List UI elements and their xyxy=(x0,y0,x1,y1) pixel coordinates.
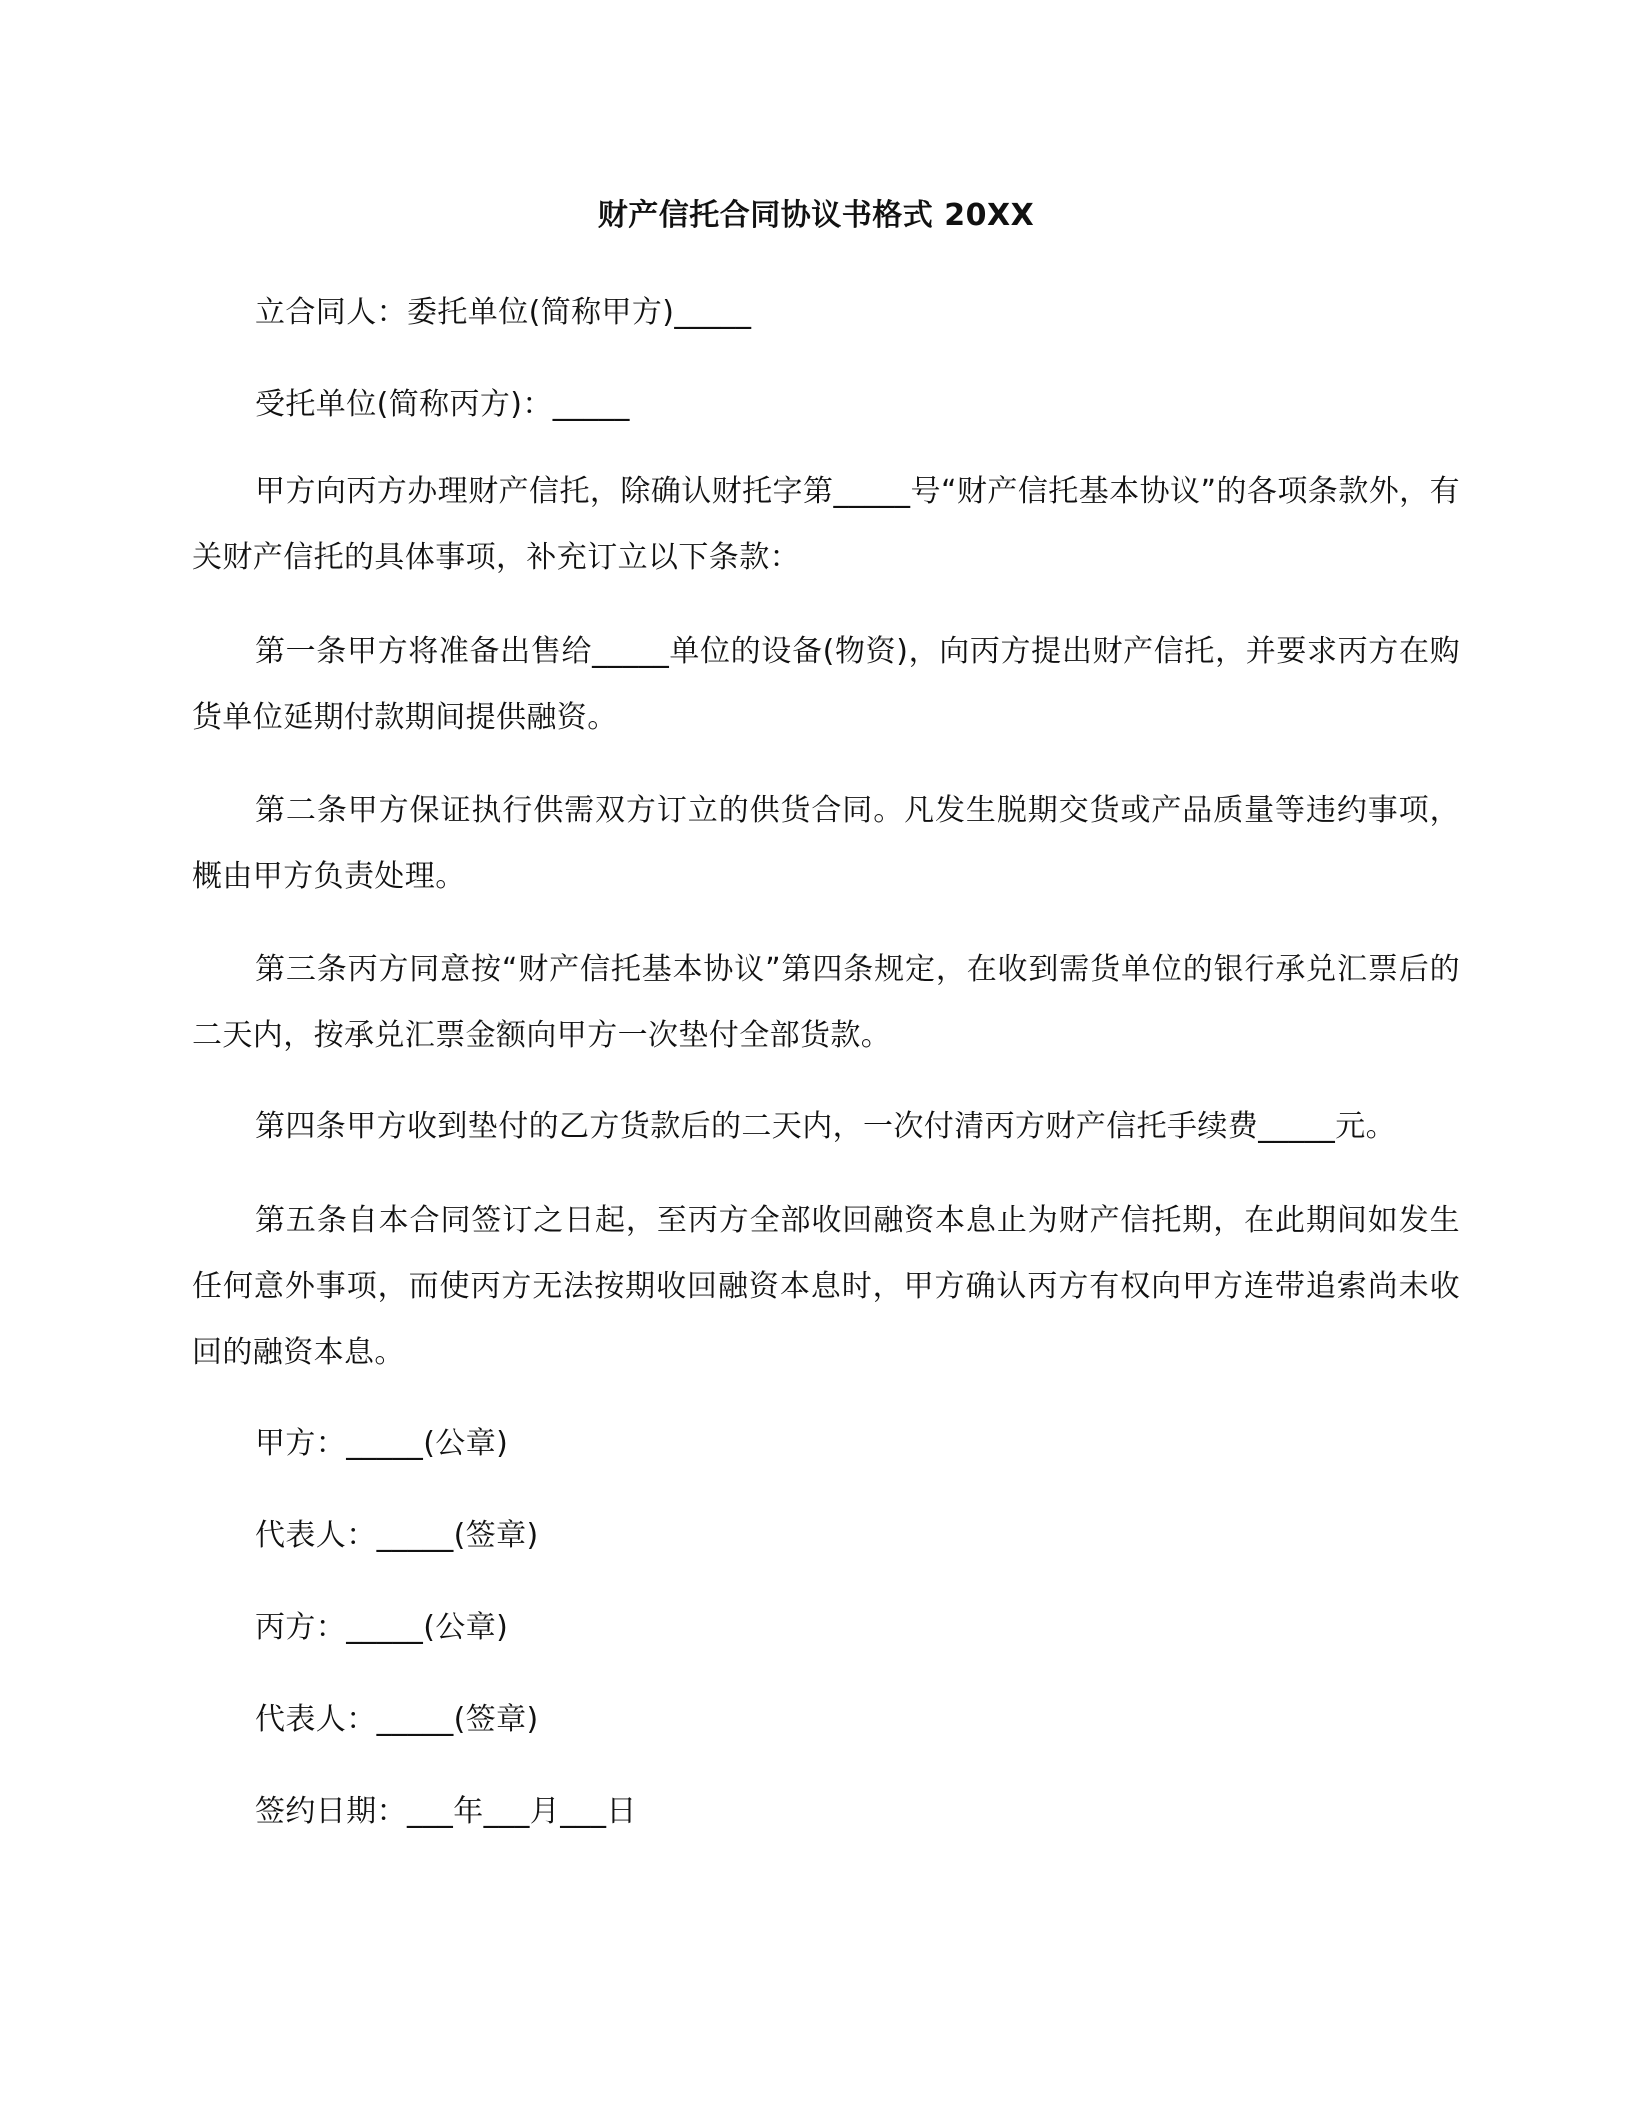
article-2: 第二条甲方保证执行供需双方订立的供货合同。凡发生脱期交货或产品质量等违约事项，概由甲方负责处理。 xyxy=(192,793,1460,894)
party-c-line: 受托单位(简称丙方)：_____ xyxy=(255,387,630,422)
sign-representative-a: 代表人：_____(签章) xyxy=(255,1518,539,1553)
document-title: 财产信托合同协议书格式 20XX xyxy=(597,198,1035,233)
sign-representative-c: 代表人：_____(签章) xyxy=(255,1702,539,1737)
article-5: 第五条自本合同签订之日起，至丙方全部收回融资本息止为财产信托期，在此期间如发生任何意外事项，而使丙方无法按期收回融资本息时，甲方确认丙方有权向甲方连带追索尚未收回的融资本息。 xyxy=(192,1203,1460,1370)
article-1: 第一条甲方将准备出售给_____单位的设备(物资)，向丙方提出财产信托，并要求丙方在购货单位延期付款期间提供融资。 xyxy=(192,634,1460,735)
article-4: 第四条甲方收到垫付的乙方货款后的二天内，一次付清丙方财产信托手续费_____元。 xyxy=(255,1109,1396,1144)
sign-party-a: 甲方：_____(公章) xyxy=(255,1426,509,1461)
sign-party-c: 丙方：_____(公章) xyxy=(255,1610,509,1645)
intro-paragraph: 甲方向丙方办理财产信托，除确认财托字第_____号“财产信托基本协议”的各项条款外，有关财产信托的具体事项，补充订立以下条款： xyxy=(192,474,1460,575)
article-3: 第三条丙方同意按“财产信托基本协议”第四条规定，在收到需货单位的银行承兑汇票后的二天内，按承兑汇票金额向甲方一次垫付全部货款。 xyxy=(192,952,1460,1053)
party-a-line: 立合同人：委托单位(简称甲方)_____ xyxy=(255,295,752,330)
sign-date: 签约日期：___年___月___日 xyxy=(255,1794,637,1829)
